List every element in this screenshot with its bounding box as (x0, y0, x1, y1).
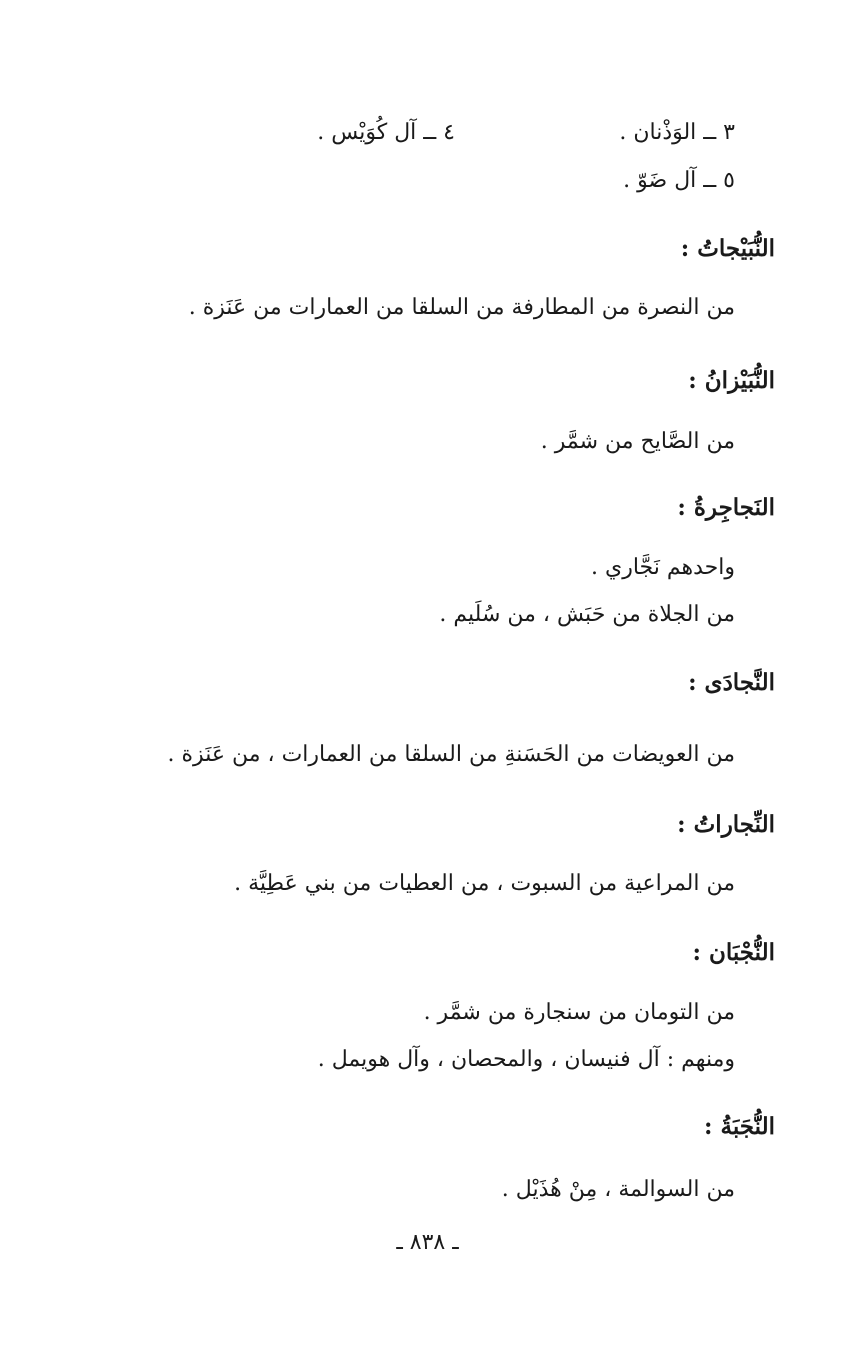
entry-heading: النِّجاراتُ : (677, 811, 775, 838)
list-item-3: ٣ ــ الوَذْنان . (619, 120, 735, 145)
entry-text: من الصَّايح من شمَّر . (540, 429, 735, 454)
list-item-5: ٥ ــ آل ضَوّ . (623, 168, 735, 193)
list-item-4: ٤ ــ آل كُوَيْس . (317, 120, 455, 145)
entry-text: ومنهم : آل فنيسان ، والمحصان ، وآل هويمل . (317, 1047, 735, 1072)
entry-heading: النُّجَبَةُ : (704, 1113, 775, 1140)
entry-heading: النَّجادَى : (688, 669, 775, 696)
entry-text: واحدهم نَجَّاري . (591, 555, 735, 580)
entry-text: من النصرة من المطارفة من السلقا من العمارات من عَنَزة . (188, 295, 735, 320)
entry-text: من السوالمة ، مِنْ هُذَيْل . (501, 1177, 735, 1202)
entry-text: من الجلاة من حَبَش ، من سُلَيم . (439, 602, 735, 627)
entry-heading: النَجاجِرةُ : (677, 494, 775, 521)
entry-heading: النُّجْبَان : (692, 939, 775, 966)
entry-text: من التومان من سنجارة من شمَّر . (423, 1000, 735, 1025)
entry-heading: النُّبَيْزانُ : (688, 367, 775, 394)
entry-heading: النُّبَيْجاتُ : (680, 235, 775, 262)
entry-text: من المراعية من السبوت ، من العطيات من بني عَطِيَّة . (234, 871, 735, 896)
entry-text: من العويضات من الحَسَنةِ من السلقا من العمارات ، من عَنَزة . (167, 742, 735, 767)
page-number: ـ ٨٣٨ ـ (396, 1230, 459, 1255)
